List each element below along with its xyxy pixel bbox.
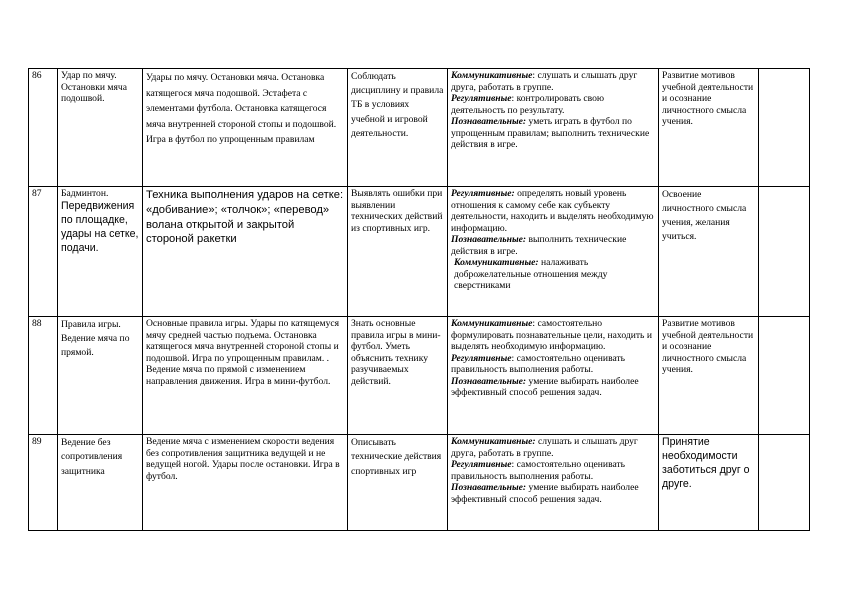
lesson-number: 88	[29, 317, 58, 435]
uud-entry	[451, 188, 655, 234]
personal-results: Принятие необходимости заботиться друг о друге.	[659, 435, 759, 531]
lesson-content: Техника выполнения ударов на сетке: «добивание»; «толчок»; «перевод» волана открытой и закрытой стороной ракетки	[143, 187, 348, 317]
lesson-number: 89	[29, 435, 58, 531]
lesson-topic: Ведение без сопротивления защитника	[58, 435, 143, 531]
uud-text: уметь играть в футбол по упрощенным правилам; выполнить технические действия в игре.	[451, 116, 650, 150]
lesson-topic-detail: Передвижения по площадке, удары на сетке, подачи.	[61, 200, 139, 255]
date-cell	[759, 317, 810, 435]
uud-label: Познавательные:	[451, 482, 527, 493]
uud-cell	[448, 187, 659, 317]
student-activity: Описывать технические действия спортивных игр	[348, 435, 448, 531]
uud-text: : самостоятельно оценивать правильность выполнения работы.	[451, 352, 626, 375]
uud-entry	[451, 116, 655, 151]
uud-text: : самостоятельно оценивать правильность выполнения работы.	[451, 459, 626, 482]
uud-label: Коммуникативные:	[451, 436, 536, 447]
uud-text: выполнить технические действия в игре.	[451, 234, 627, 257]
uud-label: Регулятивные	[451, 93, 512, 104]
uud-entry	[451, 482, 655, 505]
lesson-topic-title: Бадминтон.	[61, 188, 109, 199]
uud-label: Коммуникативные:	[454, 257, 539, 268]
uud-entry	[451, 459, 655, 482]
lesson-topic: Правила игры. Ведение мяча по прямой.	[58, 317, 143, 435]
uud-cell	[448, 69, 659, 187]
uud-cell	[448, 435, 659, 531]
date-cell	[759, 69, 810, 187]
uud-text: : самостоятельно формулировать познавательные цели, находить и выделять необходимую информацию.	[451, 318, 652, 352]
student-activity: Соблюдать дисциплину и правила ТБ в условиях учебной и игровой деятельности.	[348, 69, 448, 187]
lesson-topic	[58, 187, 143, 317]
lesson-plan-table	[28, 68, 810, 531]
student-activity: Выявлять ошибки при выявлении технических действий из спортивных игр.	[348, 187, 448, 317]
table-row	[29, 317, 810, 435]
table-row	[29, 69, 810, 187]
uud-entry	[451, 436, 655, 459]
uud-text: умение выбирать наиболее эффективный способ решения задач.	[451, 482, 639, 505]
lesson-content	[143, 69, 348, 187]
uud-label: Регулятивные	[451, 352, 512, 364]
uud-label: Коммуникативные	[451, 318, 533, 329]
uud-label: Коммуникативные	[451, 70, 533, 81]
table-row	[29, 187, 810, 317]
student-activity: Знать основные правила игры в мини-футбол. Уметь объяснить технику разучиваемых действий.	[348, 317, 448, 435]
personal-results: Развитие мотивов учебной деятельности и осознание личностного смысла учения.	[659, 317, 759, 435]
uud-entry	[451, 70, 655, 93]
uud-text: умение выбирать наиболее эффективный способ решения задач.	[451, 375, 639, 398]
uud-text: слушать и слышать друг друга, работать в группе.	[451, 436, 638, 459]
uud-cell	[448, 317, 659, 435]
table-row	[29, 435, 810, 531]
uud-entry	[451, 234, 655, 257]
uud-text: : слушать и слышать друг друга, работать в группе.	[451, 70, 638, 93]
lesson-content-text: Удары по мячу. Остановки мяча. Остановка катящегося мяча подошвой. Эстафета с элементами футбола. Остановка катящегося мяча внутренней стороной стопы и подошвой. Игра в футбол по упрощенным правилам	[146, 72, 337, 146]
uud-label: Регулятивные:	[451, 188, 515, 199]
uud-entry	[451, 353, 655, 376]
uud-label: Познавательные:	[451, 375, 527, 387]
date-cell	[759, 187, 810, 317]
uud-text: : контролировать свою деятельность по результату.	[451, 93, 605, 116]
lesson-number: 86	[29, 69, 58, 187]
lesson-number: 87	[29, 187, 58, 317]
uud-text: налаживать доброжелательные отношения между сверстниками	[454, 257, 608, 291]
uud-entry	[451, 93, 655, 116]
personal-results: Развитие мотивов учебной деятельности и осознание личностного смысла учения.	[659, 69, 759, 187]
lesson-topic: Удар по мячу. Остановки мяча подошвой.	[58, 69, 143, 187]
uud-entry	[451, 318, 655, 353]
lesson-content: Основные правила игры. Удары по катящемуся мячу средней частью подъема. Остановка катящегося мяча внутренней стороной стопы и подошвой. Игра по упрощенным правилам. . Ведение мяча по прямой с изменением направления движения. Игра в мини-футбол.	[143, 317, 348, 435]
uud-entry	[451, 257, 655, 292]
uud-text: определять новый уровень отношения к самому себе как субъекту деятельности, находить и выделять необходимую информацию.	[451, 188, 654, 234]
uud-entry	[451, 376, 655, 399]
uud-label: Познавательные:	[451, 234, 527, 245]
lesson-content: Ведение мяча с изменением скорости ведения без сопротивления защитника ведущей и не ведущей ногой. Удары после остановки. Игра в футбол.	[143, 435, 348, 531]
uud-label: Познавательные:	[451, 116, 527, 127]
uud-label: Регулятивные	[451, 459, 512, 470]
date-cell	[759, 435, 810, 531]
personal-results: Освоение личностного смысла учения, желания учиться.	[659, 187, 759, 317]
